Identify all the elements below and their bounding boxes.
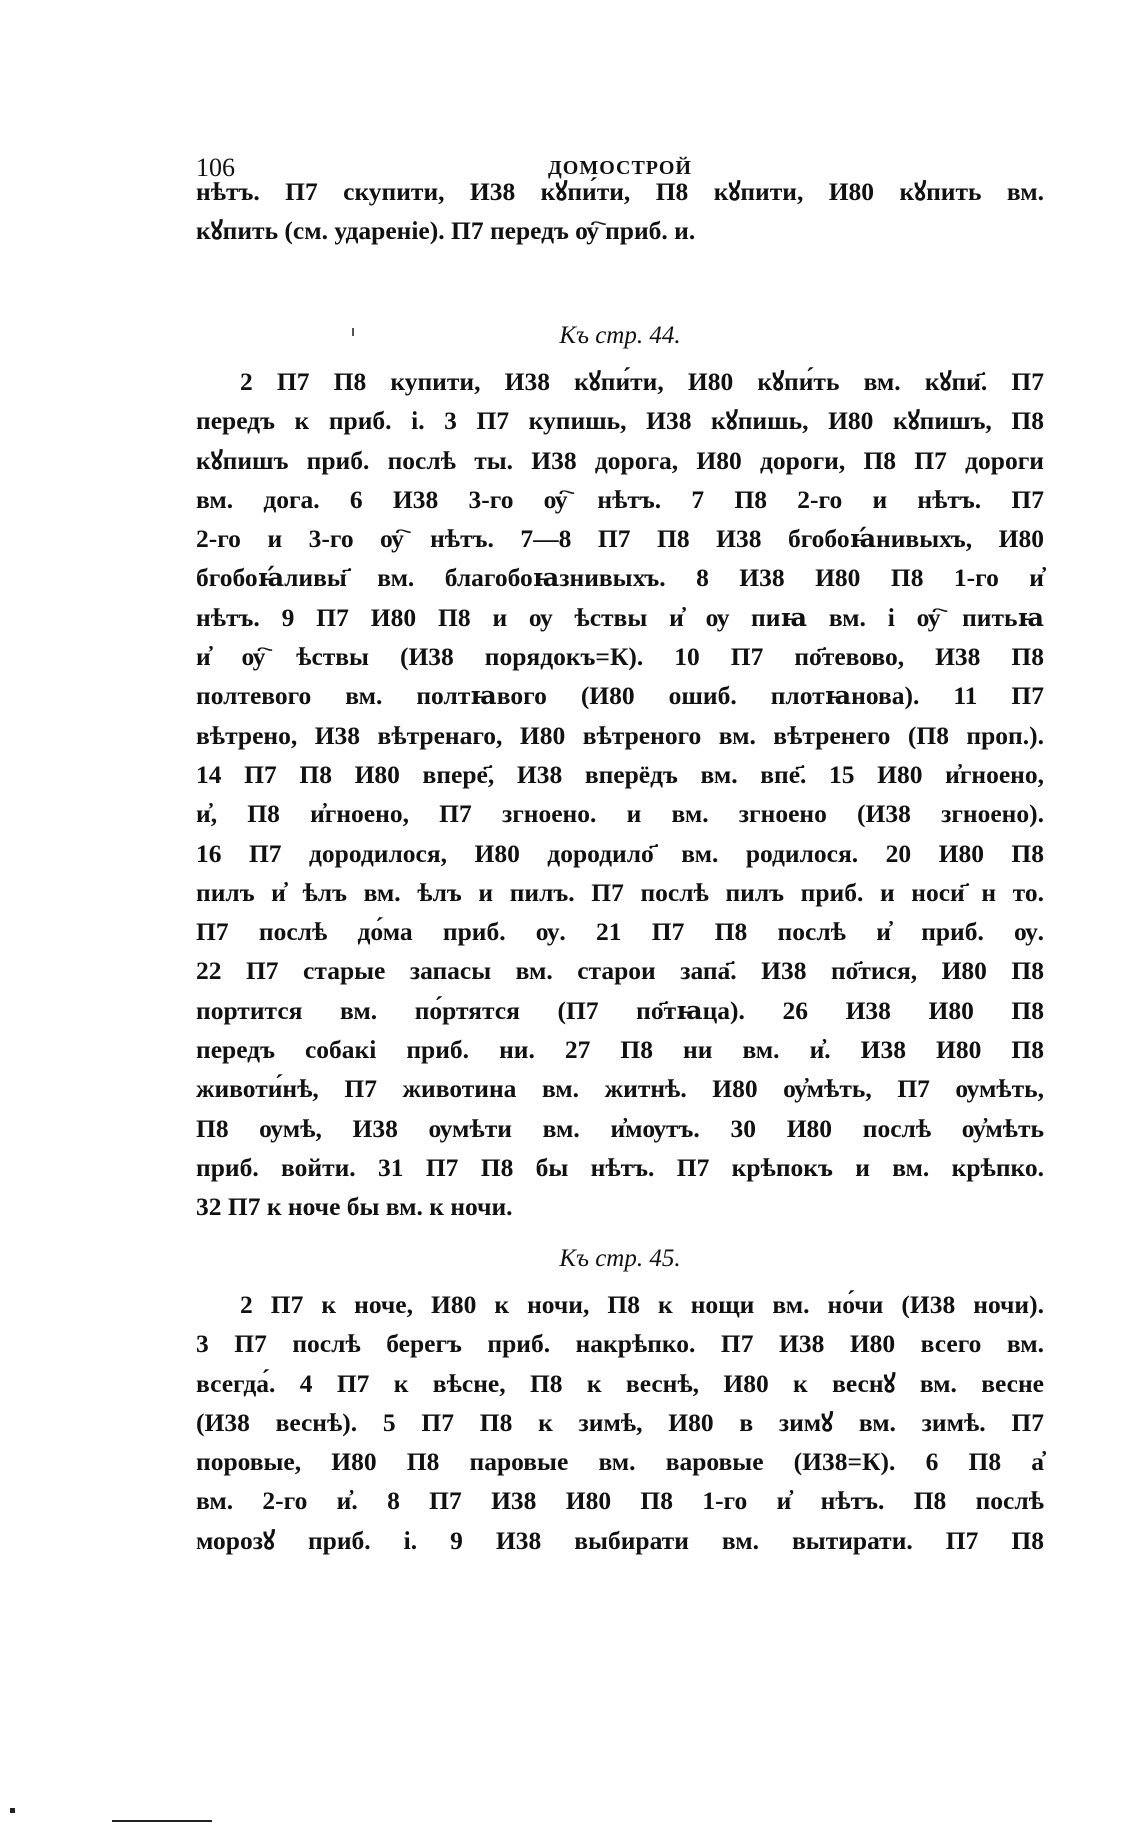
text-line: 2 П7 П8 купити, И38 кꙋпи́ти, И80 кꙋпи́ть вм. кꙋпи҃. П7	[240, 367, 1044, 396]
page-number: 106	[196, 153, 235, 182]
text-line: нѣтъ. П7 скупити, И38 кꙋпи́ти, П8 кꙋпити, И80 кꙋпить вм.	[196, 177, 1044, 206]
text-line: портится вм. по́ртятся (П7 по҃тꙗца). 26 И38 И80 П8	[196, 995, 1044, 1025]
text-line: П7 послѣ до́ма приб. ѹ. 21 П7 П8 послѣ и҆ приб. ѹ.	[196, 917, 1044, 947]
text-line: (И38 веснѣ). 5 П7 П8 к зимѣ, И80 в зимꙋ вм. зимѣ. П7	[196, 1407, 1044, 1437]
section-heading-45: Къ стр. 45.	[559, 1245, 681, 1272]
section-44-text	[196, 362, 1044, 1227]
text-line: передъ собакі приб. ни. 27 П8 ни вм. и҆. И38 И80 П8	[196, 1035, 1044, 1065]
text-line: 3 П7 послѣ берегъ приб. накрѣпко. П7 И38 И80 всего вм.	[196, 1329, 1044, 1359]
text-line: кꙋпить (см. удареніе). П7 передъ ѹ҇ приб. и.	[196, 216, 696, 246]
text-line: 2-го и 3-го ѹ҇ нѣтъ. 7—8 П7 П8 И38 бгобоꙗ́нивыхъ, И80	[196, 524, 1044, 554]
text-line: 32 П7 к ноче бы вм. к ночи.	[196, 1192, 513, 1222]
text-line: П8 ѹмѣ, И38 ѹмѣти вм. и҆мѹтъ. 30 И80 послѣ ѹ҆мѣть	[196, 1113, 1044, 1143]
text-line: и҆, П8 и҆гноено, П7 згноено. и вм. згноено (И38 згноено).	[196, 799, 1044, 829]
text-line: 2 П7 к ноче, И80 к ночи, П8 к нощи вм. но́чи (И38 ночи).	[240, 1290, 1044, 1319]
text-line: полтевого вм. полтꙗвого (И80 ошиб. плотꙗнова). 11 П7	[196, 681, 1044, 711]
text-line: передъ к приб. і. 3 П7 купишь, И38 кꙋпишь, И80 кꙋпишъ, П8	[196, 406, 1044, 436]
text-line: вм. 2-го и҆. 8 П7 И38 И80 П8 1-го и҆ нѣтъ. П8 послѣ	[196, 1486, 1044, 1516]
text-line: кꙋпишъ приб. послѣ ты. И38 дорога, И80 дороги, П8 П7 дороги	[196, 445, 1044, 475]
text-line: 16 П7 дородилося, И80 дородило҃ вм. родилося. 20 И80 П8	[196, 838, 1044, 868]
text-line: вм. дога. 6 И38 3-го ѹ҇ нѣтъ. 7 П8 2-го и нѣтъ. П7	[196, 484, 1044, 514]
text-line: вѣтрено, И38 вѣтренаго, И80 вѣтреного вм. вѣтренего (П8 проп.).	[196, 720, 1044, 750]
text-line: поровые, И80 П8 паровые вм. варовые (И38=К). 6 П8 а҆	[196, 1447, 1044, 1477]
text-line: пилъ и҆ ѣлъ вм. ѣлъ и пилъ. П7 послѣ пилъ приб. и носи҃ н то.	[196, 877, 1044, 907]
section-45-text	[196, 1285, 1044, 1560]
section-heading-44: Къ стр. 44.	[559, 322, 681, 349]
text-line: 14 П7 П8 И80 впере҃, И38 вперёдъ вм. впе҃. 15 И80 и҆гноено,	[196, 759, 1044, 789]
footer-dot	[10, 1808, 15, 1813]
text-line: бгобоꙗ́ливы҃ вм. благобоꙗзнивыхъ. 8 И38 И80 П8 1-го и҆	[196, 563, 1044, 593]
text-line: животи́нѣ, П7 животина вм. житнѣ. И80 ѹ҆мѣть, П7 ѹмѣть,	[196, 1074, 1044, 1104]
continuation-block	[196, 172, 1044, 251]
text-line: нѣтъ. 9 П7 И80 П8 и ѹ ѣствы и҆ ѹ пиꙗ вм. і ѹ҇ питьꙗ	[196, 602, 1044, 632]
text-line: приб. войти. 31 П7 П8 бы нѣтъ. П7 крѣпокъ и вм. крѣпко.	[196, 1152, 1044, 1182]
text-line: и҆ ѹ҇ ѣствы (И38 порядокъ=К). 10 П7 по҃тевово, И38 П8	[196, 642, 1044, 672]
text-line: морозꙋ приб. і. 9 И38 выбирати вм. вытирати. П7 П8	[196, 1525, 1044, 1555]
footer-rule	[112, 1820, 212, 1822]
text-line: 22 П7 старые запасы вм. старои запа҃. И38 по҃тися, И80 П8	[196, 956, 1044, 986]
text-line: всегда́. 4 П7 к вѣсне, П8 к веснѣ, И80 к веснꙋ вм. весне	[196, 1368, 1044, 1398]
running-title: ДОМОСТРОЙ	[548, 157, 692, 179]
